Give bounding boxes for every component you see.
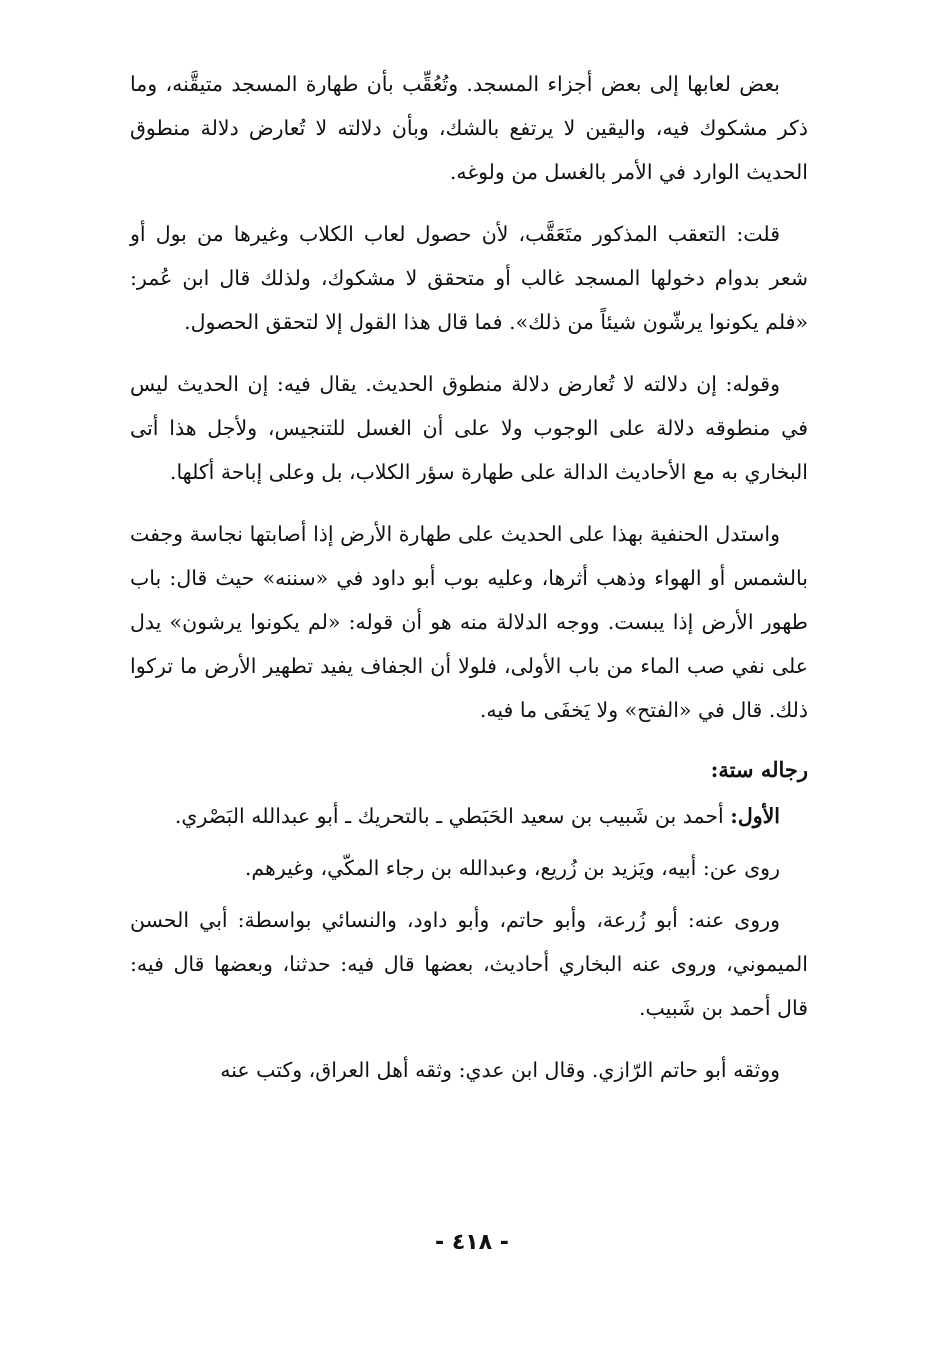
narrator-first-label: الأول: — [730, 804, 780, 828]
narrated-from: روى عن: أبيه، ويَزيد بن زُريع، وعبدالله بن رجاء المكّي، وغيرهم. — [244, 856, 780, 880]
document-page — [130, 62, 808, 1322]
narrator-first-text: أحمد بن شَبيب بن سعيد الحَبَطي ـ بالتحريك ـ أبو عبدالله البَصْري. — [174, 804, 731, 828]
narrated-by: وروى عنه: أبو زُرعة، وأبو حاتم، وأبو داود، والنسائي بواسطة: أبي الحسن الميموني، وروى عنه البخاري أحاديث، بعضها قال فيه: حدثنا، وبعضها قال فيه: قال أحمد بن شَبيب. — [130, 908, 808, 1020]
narrator-first — [130, 794, 808, 838]
page-number: - ٤١٨ - — [435, 1230, 509, 1255]
paragraph-4: واستدل الحنفية بهذا على الحديث على طهارة الأرض إذا أصابتها نجاسة وجفت بالشمس أو الهواء وذهب أثرها، وعليه بوب أبو داود في «سننه» حيث قال: باب طهور الأرض إذا يبست. ووجه الدلالة منه هو أن قوله: «لم يكونوا يرشون» يدل على نفي صب الماء من باب الأولى، فلولا أن الجفاف يفيد تطهير الأرض ما تركوا ذلك. قال في «الفتح» ولا يَخفَى ما فيه. — [130, 522, 808, 722]
paragraph-3: وقوله: إن دلالته لا تُعارض دلالة منطوق الحديث. يقال فيه: إن الحديث ليس في منطوقه دلالة على الوجوب ولا على أن الغسل للتنجيس، ولأجل هذا أتى البخاري به مع الأحاديث الدالة على طهارة سؤر الكلاب، بل وعلى إباحة أكلها. — [130, 372, 808, 484]
paragraph-2: قلت: التعقب المذكور متَعَقَّب، لأن حصول لعاب الكلاب وغيرها من بول أو شعر بدوام دخولها المسجد غالب أو متحقق لا مشكوك، ولذلك قال ابن عُمر: «فلم يكونوا يرشّون شيئاً من ذلك». فما قال هذا القول إلا لتحقق الحصول. — [130, 222, 808, 334]
paragraph-1: بعض لعابها إلى بعض أجزاء المسجد. وتُعُقِّب بأن طهارة المسجد متيقَّنه، وما ذكر مشكوك فيه، واليقين لا يرتفع بالشك، وبأن دلالته لا تُعارض دلالة منطوق الحديث الوارد في الأمر بالغسل من ولوغه. — [130, 72, 808, 184]
narrator-trust: ووثقه أبو حاتم الرّازي. وقال ابن عدي: وثقه أهل العراق، وكتب عنه — [220, 1058, 780, 1082]
narrators-heading: رجاله ستة: — [710, 757, 808, 782]
